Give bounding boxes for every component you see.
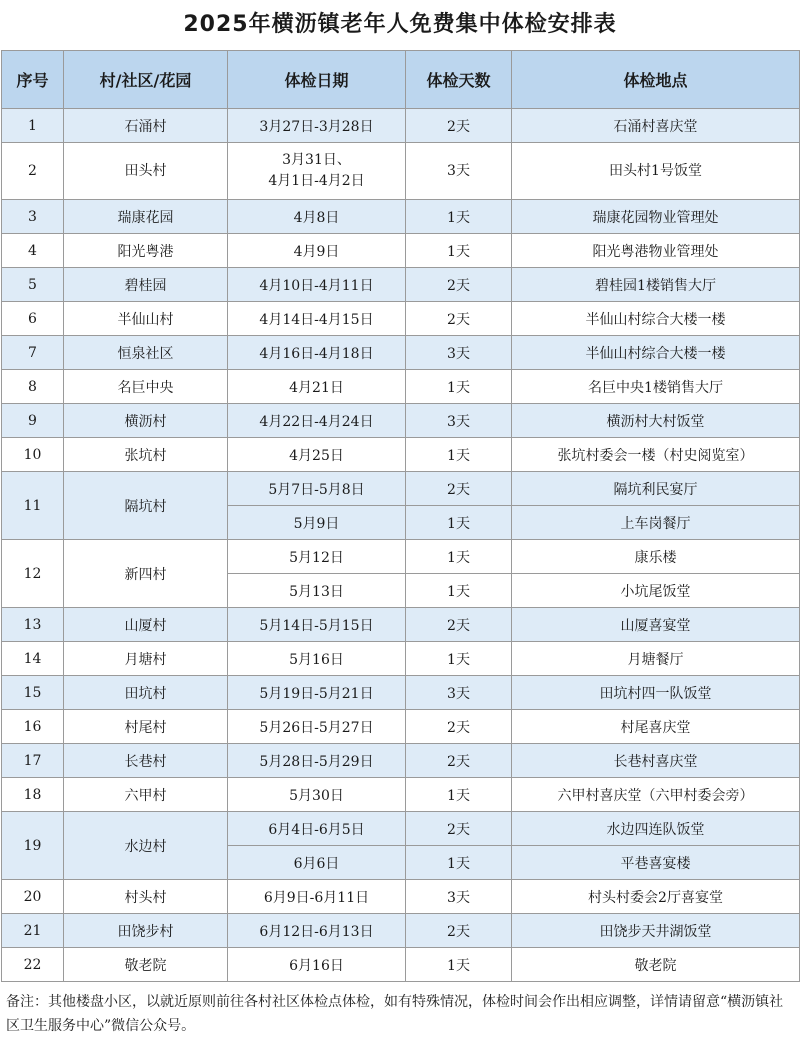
cell-place: 敬老院 [512,948,800,982]
cell-date: 5月16日 [228,642,406,676]
table-row [2,812,800,846]
cell-date: 4月25日 [228,438,406,472]
cell-days: 3天 [406,143,512,200]
cell-place: 六甲村喜庆堂（六甲村委会旁） [512,778,800,812]
cell-days: 2天 [406,268,512,302]
cell-days: 3天 [406,676,512,710]
cell-date-line: 4月1日-4月2日 [268,173,365,189]
cell-date: 5月9日 [228,506,406,540]
cell-place: 山厦喜宴堂 [512,608,800,642]
cell-days: 1天 [406,234,512,268]
cell-no: 15 [2,676,64,710]
cell-date: 5月30日 [228,778,406,812]
cell-days: 3天 [406,880,512,914]
cell-place: 横沥村大村饭堂 [512,404,800,438]
cell-village: 新四村 [64,540,228,608]
cell-place: 上车岗餐厅 [512,506,800,540]
cell-place: 田饶步天井湖饭堂 [512,914,800,948]
cell-no: 12 [2,540,64,608]
cell-date: 4月8日 [228,200,406,234]
cell-date: 4月22日-4月24日 [228,404,406,438]
cell-place: 半仙山村综合大楼一楼 [512,336,800,370]
cell-date: 4月14日-4月15日 [228,302,406,336]
table-row [2,472,800,506]
cell-days: 1天 [406,540,512,574]
table-row [2,200,800,234]
cell-no: 20 [2,880,64,914]
cell-no: 5 [2,268,64,302]
cell-days: 2天 [406,109,512,143]
cell-days: 1天 [406,642,512,676]
cell-no: 19 [2,812,64,880]
cell-date: 4月21日 [228,370,406,404]
cell-place: 碧桂园1楼销售大厅 [512,268,800,302]
cell-days: 2天 [406,710,512,744]
footnote: 备注：其他楼盘小区，以就近原则前往各村社区体检点体检，如有特殊情况，体检时间会作出相应调整，详情请留意“横沥镇社区卫生服务中心”微信公众号。 [6,994,784,1034]
table-row [2,404,800,438]
cell-date [228,143,406,200]
cell-no: 1 [2,109,64,143]
cell-village: 名巨中央 [64,370,228,404]
table-row [2,608,800,642]
cell-no: 14 [2,642,64,676]
cell-no: 8 [2,370,64,404]
table-row [2,948,800,982]
table-row [2,710,800,744]
cell-date: 6月12日-6月13日 [228,914,406,948]
cell-date: 5月14日-5月15日 [228,608,406,642]
cell-place: 阳光粤港物业管理处 [512,234,800,268]
cell-days: 1天 [406,438,512,472]
table-row [2,642,800,676]
cell-village: 隔坑村 [64,472,228,540]
table-row [2,302,800,336]
table-row [2,143,800,200]
cell-date: 5月28日-5月29日 [228,744,406,778]
cell-days: 1天 [406,370,512,404]
cell-place: 康乐楼 [512,540,800,574]
cell-date: 5月26日-5月27日 [228,710,406,744]
header-days: 体检天数 [406,51,512,109]
cell-village: 阳光粤港 [64,234,228,268]
cell-village: 敬老院 [64,948,228,982]
header-date: 体检日期 [228,51,406,109]
cell-no: 10 [2,438,64,472]
cell-village: 半仙山村 [64,302,228,336]
cell-date: 5月13日 [228,574,406,608]
cell-village: 水边村 [64,812,228,880]
cell-days: 3天 [406,404,512,438]
cell-days: 2天 [406,608,512,642]
cell-days: 3天 [406,336,512,370]
cell-place: 村头村委会2厅喜宴堂 [512,880,800,914]
cell-village: 月塘村 [64,642,228,676]
table-row [2,234,800,268]
cell-date: 5月7日-5月8日 [228,472,406,506]
cell-place: 田头村1号饭堂 [512,143,800,200]
cell-place: 名巨中央1楼销售大厅 [512,370,800,404]
cell-village: 六甲村 [64,778,228,812]
cell-place: 半仙山村综合大楼一楼 [512,302,800,336]
cell-village: 田坑村 [64,676,228,710]
cell-date: 5月19日-5月21日 [228,676,406,710]
cell-village: 村尾村 [64,710,228,744]
table-row [2,336,800,370]
table-row [2,109,800,143]
cell-date: 6月4日-6月5日 [228,812,406,846]
cell-days: 1天 [406,506,512,540]
cell-days: 1天 [406,200,512,234]
table-row [2,914,800,948]
cell-no: 21 [2,914,64,948]
cell-place: 村尾喜庆堂 [512,710,800,744]
cell-days: 1天 [406,948,512,982]
cell-no: 17 [2,744,64,778]
cell-date: 6月16日 [228,948,406,982]
header-village: 村/社区/花园 [64,51,228,109]
cell-place: 小坑尾饭堂 [512,574,800,608]
page-title: 2025年横沥镇老年人免费集中体检安排表 [183,12,617,37]
cell-village: 田头村 [64,143,228,200]
cell-date: 4月16日-4月18日 [228,336,406,370]
cell-village: 山厦村 [64,608,228,642]
cell-days: 2天 [406,914,512,948]
cell-days: 1天 [406,574,512,608]
table-header-row [2,51,800,109]
cell-days: 2天 [406,472,512,506]
cell-place: 平巷喜宴楼 [512,846,800,880]
cell-place: 水边四连队饭堂 [512,812,800,846]
cell-no: 9 [2,404,64,438]
cell-village: 张坑村 [64,438,228,472]
cell-date: 3月27日-3月28日 [228,109,406,143]
cell-village: 碧桂园 [64,268,228,302]
header-no: 序号 [2,51,64,109]
cell-no: 22 [2,948,64,982]
table-row [2,778,800,812]
table-row [2,676,800,710]
cell-place: 田坑村四一队饭堂 [512,676,800,710]
cell-days: 2天 [406,812,512,846]
table-row [2,880,800,914]
cell-no: 3 [2,200,64,234]
cell-no: 18 [2,778,64,812]
cell-date-line: 3月31日、 [282,152,351,168]
cell-date: 4月9日 [228,234,406,268]
cell-no: 16 [2,710,64,744]
cell-place: 月塘餐厅 [512,642,800,676]
cell-place: 张坑村委会一楼（村史阅览室） [512,438,800,472]
cell-no: 7 [2,336,64,370]
cell-no: 6 [2,302,64,336]
cell-village: 石涌村 [64,109,228,143]
table-row [2,438,800,472]
cell-place: 隔坑利民宴厅 [512,472,800,506]
cell-place: 瑞康花园物业管理处 [512,200,800,234]
cell-village: 村头村 [64,880,228,914]
cell-date: 4月10日-4月11日 [228,268,406,302]
header-place: 体检地点 [512,51,800,109]
cell-date: 5月12日 [228,540,406,574]
cell-village: 恒泉社区 [64,336,228,370]
cell-place: 长巷村喜庆堂 [512,744,800,778]
cell-village: 横沥村 [64,404,228,438]
cell-date: 6月9日-6月11日 [228,880,406,914]
cell-no: 11 [2,472,64,540]
table-row [2,540,800,574]
cell-no: 13 [2,608,64,642]
cell-date: 6月6日 [228,846,406,880]
cell-days: 2天 [406,302,512,336]
cell-no: 4 [2,234,64,268]
cell-village: 长巷村 [64,744,228,778]
cell-days: 1天 [406,778,512,812]
cell-no: 2 [2,143,64,200]
table-row [2,268,800,302]
schedule-table [1,50,800,982]
cell-village: 瑞康花园 [64,200,228,234]
table-row [2,370,800,404]
cell-days: 1天 [406,846,512,880]
cell-place: 石涌村喜庆堂 [512,109,800,143]
cell-days: 2天 [406,744,512,778]
table-row [2,744,800,778]
cell-village: 田饶步村 [64,914,228,948]
